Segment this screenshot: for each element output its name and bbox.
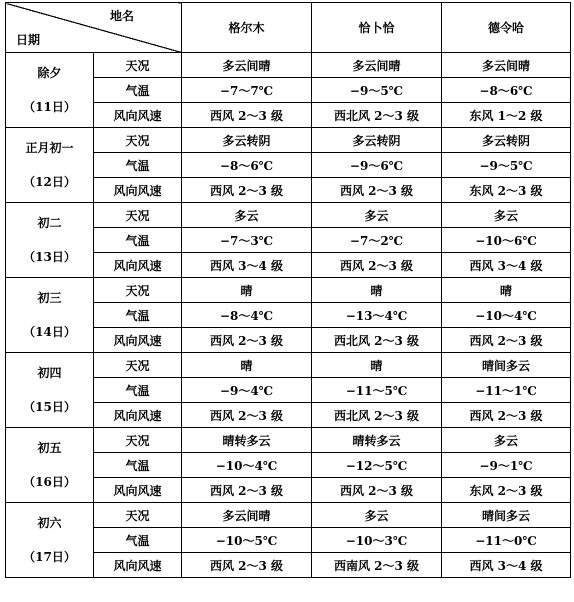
metric-label: 风向风速 bbox=[94, 553, 182, 578]
metric-label: 气温 bbox=[94, 303, 182, 328]
day-date: （16日） bbox=[23, 475, 76, 489]
value-cell: 西风 2～3 级 bbox=[182, 553, 312, 578]
value-cell: 西风 2～3 级 bbox=[442, 403, 571, 428]
table-row bbox=[6, 503, 571, 528]
day-name: 除夕 bbox=[37, 66, 62, 80]
value-cell: −11～5℃ bbox=[312, 378, 442, 403]
value-cell: −9～5℃ bbox=[312, 78, 442, 103]
table-body bbox=[6, 3, 571, 578]
metric-label: 气温 bbox=[94, 78, 182, 103]
value-cell: −10～3℃ bbox=[312, 528, 442, 553]
metric-label: 风向风速 bbox=[94, 253, 182, 278]
value-cell: 多云间晴 bbox=[442, 53, 571, 78]
value-cell: 多云 bbox=[442, 203, 571, 228]
value-cell: 多云间晴 bbox=[312, 53, 442, 78]
value-cell: 晴间多云 bbox=[442, 503, 571, 528]
location-header: 格尔木 bbox=[182, 3, 312, 53]
value-cell: 多云 bbox=[182, 203, 312, 228]
table-row bbox=[6, 128, 571, 153]
value-cell: −9～6℃ bbox=[312, 153, 442, 178]
value-cell: −7～7℃ bbox=[182, 78, 312, 103]
table-row bbox=[6, 428, 571, 453]
value-cell: 西风 2～3 级 bbox=[442, 328, 571, 353]
value-cell: 西风 2～3 级 bbox=[312, 478, 442, 503]
metric-label: 气温 bbox=[94, 528, 182, 553]
value-cell: 多云间晴 bbox=[182, 503, 312, 528]
table-row bbox=[6, 278, 571, 303]
location-header: 德令哈 bbox=[442, 3, 571, 53]
date-cell bbox=[6, 128, 94, 203]
location-axis-label: 地名 bbox=[110, 9, 135, 23]
value-cell: 西风 2～3 级 bbox=[182, 178, 312, 203]
value-cell: −11～1℃ bbox=[442, 378, 571, 403]
value-cell: −10～6℃ bbox=[442, 228, 571, 253]
table-row bbox=[6, 53, 571, 78]
value-cell: 西风 2～3 级 bbox=[182, 103, 312, 128]
metric-label: 风向风速 bbox=[94, 178, 182, 203]
date-cell bbox=[6, 278, 94, 353]
value-cell: −8～4℃ bbox=[182, 303, 312, 328]
day-date: （13日） bbox=[23, 250, 76, 264]
date-cell bbox=[6, 353, 94, 428]
value-cell: 多云间晴 bbox=[182, 53, 312, 78]
date-cell bbox=[6, 203, 94, 278]
metric-label: 天况 bbox=[94, 203, 182, 228]
value-cell: 西风 3～4 级 bbox=[442, 253, 571, 278]
value-cell: 多云 bbox=[442, 428, 571, 453]
date-cell bbox=[6, 53, 94, 128]
date-axis-label: 日期 bbox=[16, 33, 41, 47]
value-cell: 西风 2～3 级 bbox=[312, 178, 442, 203]
value-cell: 晴转多云 bbox=[182, 428, 312, 453]
value-cell: −12～5℃ bbox=[312, 453, 442, 478]
value-cell: 多云 bbox=[312, 203, 442, 228]
value-cell: 晴 bbox=[442, 278, 571, 303]
value-cell: 西风 2～3 级 bbox=[182, 478, 312, 503]
day-name: 初二 bbox=[37, 216, 62, 230]
date-cell bbox=[6, 503, 94, 578]
value-cell: −10～4℃ bbox=[182, 453, 312, 478]
value-cell: 西风 3～4 级 bbox=[182, 253, 312, 278]
value-cell: −10～4℃ bbox=[442, 303, 571, 328]
day-name: 正月初一 bbox=[25, 141, 74, 155]
metric-label: 天况 bbox=[94, 353, 182, 378]
metric-label: 风向风速 bbox=[94, 478, 182, 503]
value-cell: 西风 3～4 级 bbox=[442, 553, 571, 578]
table-row bbox=[6, 203, 571, 228]
location-header: 恰卜恰 bbox=[312, 3, 442, 53]
value-cell: −8～6℃ bbox=[442, 78, 571, 103]
value-cell: 西风 2～3 级 bbox=[182, 328, 312, 353]
metric-label: 气温 bbox=[94, 453, 182, 478]
metric-label: 气温 bbox=[94, 228, 182, 253]
table-row bbox=[6, 353, 571, 378]
header-row bbox=[6, 3, 571, 53]
metric-label: 气温 bbox=[94, 153, 182, 178]
metric-label: 天况 bbox=[94, 53, 182, 78]
value-cell: 西北风 2～3 级 bbox=[312, 403, 442, 428]
value-cell: 西风 2～3 级 bbox=[312, 253, 442, 278]
value-cell: −7～3℃ bbox=[182, 228, 312, 253]
value-cell: 晴 bbox=[182, 278, 312, 303]
value-cell: 晴间多云 bbox=[442, 353, 571, 378]
value-cell: −10～5℃ bbox=[182, 528, 312, 553]
day-name: 初五 bbox=[37, 441, 62, 455]
day-name: 初六 bbox=[37, 516, 62, 530]
value-cell: −11～0℃ bbox=[442, 528, 571, 553]
day-date: （17日） bbox=[23, 550, 76, 564]
corner-header-cell bbox=[6, 3, 182, 53]
day-name: 初四 bbox=[37, 366, 62, 380]
day-date: （12日） bbox=[23, 175, 76, 189]
metric-label: 天况 bbox=[94, 278, 182, 303]
metric-label: 天况 bbox=[94, 428, 182, 453]
value-cell: 多云转阴 bbox=[312, 128, 442, 153]
value-cell: 西南风 2～3 级 bbox=[312, 553, 442, 578]
value-cell: 东风 2～3 级 bbox=[442, 478, 571, 503]
value-cell: −13～4℃ bbox=[312, 303, 442, 328]
metric-label: 风向风速 bbox=[94, 103, 182, 128]
value-cell: 晴 bbox=[312, 353, 442, 378]
day-date: （15日） bbox=[23, 400, 76, 414]
value-cell: 晴转多云 bbox=[312, 428, 442, 453]
metric-label: 风向风速 bbox=[94, 328, 182, 353]
value-cell: −9～4℃ bbox=[182, 378, 312, 403]
value-cell: 晴 bbox=[312, 278, 442, 303]
value-cell: 多云转阴 bbox=[442, 128, 571, 153]
weather-forecast-table bbox=[5, 2, 571, 578]
metric-label: 风向风速 bbox=[94, 403, 182, 428]
value-cell: −8～6℃ bbox=[182, 153, 312, 178]
value-cell: 东风 2～3 级 bbox=[442, 178, 571, 203]
value-cell: −9～5℃ bbox=[442, 153, 571, 178]
value-cell: −7～2℃ bbox=[312, 228, 442, 253]
metric-label: 天况 bbox=[94, 503, 182, 528]
value-cell: 西北风 2～3 级 bbox=[312, 103, 442, 128]
value-cell: 多云 bbox=[312, 503, 442, 528]
date-cell bbox=[6, 428, 94, 503]
value-cell: 晴 bbox=[182, 353, 312, 378]
value-cell: 多云转阴 bbox=[182, 128, 312, 153]
value-cell: 西北风 2～3 级 bbox=[312, 328, 442, 353]
day-date: （14日） bbox=[23, 325, 76, 339]
value-cell: 西风 2～3 级 bbox=[182, 403, 312, 428]
metric-label: 气温 bbox=[94, 378, 182, 403]
day-date: （11日） bbox=[23, 100, 76, 114]
metric-label: 天况 bbox=[94, 128, 182, 153]
day-name: 初三 bbox=[37, 291, 62, 305]
value-cell: −9～1℃ bbox=[442, 453, 571, 478]
value-cell: 东风 1～2 级 bbox=[442, 103, 571, 128]
